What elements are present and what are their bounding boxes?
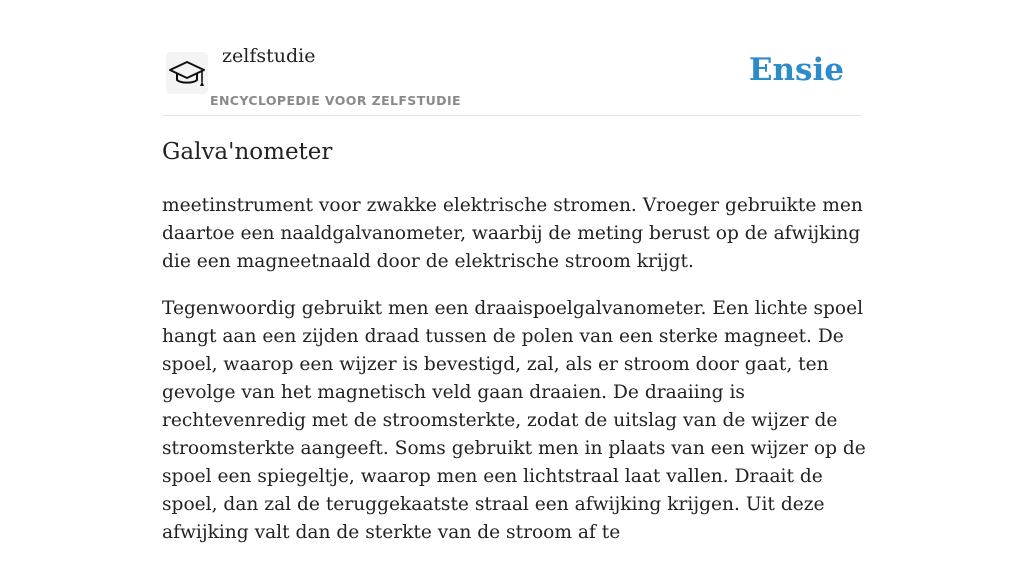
article-body xyxy=(162,192,872,566)
article-paragraph: Tegenwoordig gebruikt men een draaispoelgalvanometer. Een lichte spoel hangt aan een zijden draad tussen de polen van een sterke magneet. De spoel, waarop een wijzer is bevestigd, zal, als er stroom door gaat, ten gevolge van het magnetisch veld gaan draaien. De draaiing is rechtevenredig met de stroomsterkte, zodat de uitslag van de wijzer de stroomsterkte aangeeft. Soms gebruikt men in plaats van een wijzer op de spoel een spiegeltje, waarop men een lichtstraal laat vallen. Draait de spoel, dan zal de teruggekaatste straal een afwijking krijgen. Uit deze afwijking valt dan de sterkte van de stroom af te xyxy=(162,298,866,543)
site-header xyxy=(162,40,862,116)
site-name[interactable]: zelfstudie xyxy=(222,45,316,67)
brand-logo-link[interactable]: Ensie xyxy=(748,52,844,88)
article-paragraph: meetinstrument voor zwakke elektrische stromen. Vroeger gebruikte men daartoe een naaldgalvanometer, waarbij de meting berust op de afwijking die een magneetnaald door de elektrische stroom krijgt. xyxy=(162,195,863,272)
graduation-cap-icon[interactable] xyxy=(166,52,208,94)
article-title: Galva'nometer xyxy=(162,139,333,165)
site-tagline: ENCYCLOPEDIE VOOR ZELFSTUDIE xyxy=(210,93,461,108)
